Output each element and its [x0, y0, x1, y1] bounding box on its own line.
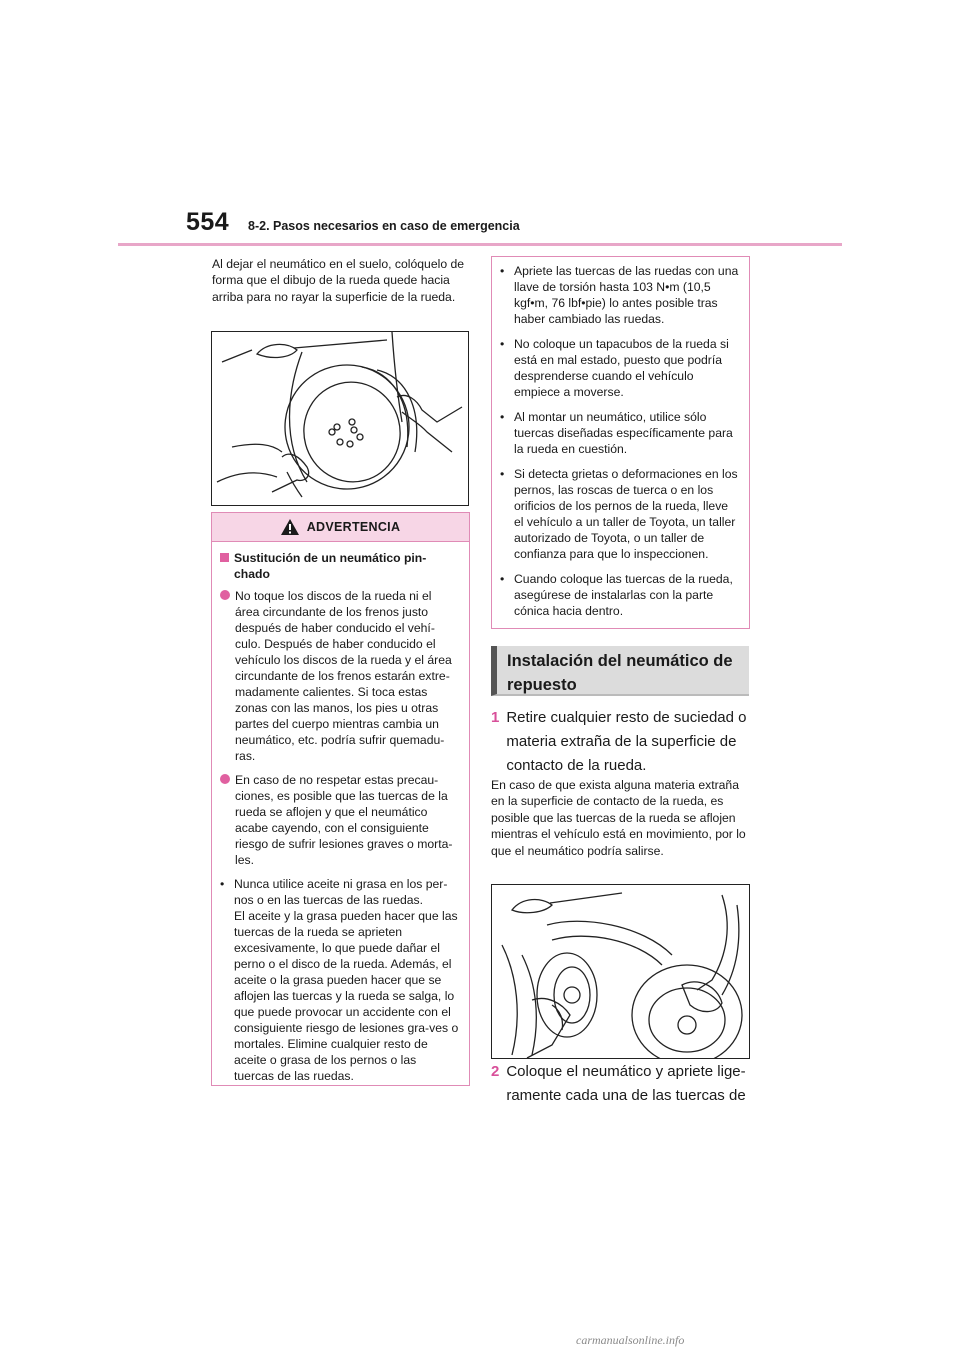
circle-bullet-icon: [220, 590, 230, 600]
list-item: • Si detecta grietas o deformaciones en los pernos, las roscas de tuerca o en los orificios de los pernos de la rueda, lleve el vehículo a un taller de Toyota, un taller autorizado de Toyota, o un taller de confianza para que lo inspeccionen.: [500, 467, 738, 561]
wheel-placement-illustration: [211, 331, 469, 506]
circle-bullet-icon: [220, 774, 230, 784]
square-bullet-icon: [220, 553, 229, 562]
step-text: Coloque el neumático y apriete lige-ramente cada una de las tuercas de: [506, 1063, 746, 1104]
warning-subheading: Sustitución de un neumático pin-chado: [220, 550, 459, 582]
warning-bullet: • Nunca utilice aceite ni grasa en los per-nos o en las tuercas de las ruedas. El aceite y la grasa pueden hacer que las tuercas de la rueda se aprieten excesivamente, lo que puede dañar el perno o el disco de la rueda. Además, el aceite o la grasa pueden hacer que se aflojen las tuercas y la rueda se salga, lo que puede provocar un accidente con el consiguiente riesgo de lesiones gra-ves o mortales. Elimine cualquier resto de aceite o grasa de los pernos o las tuercas de las ruedas.: [220, 877, 459, 1083]
list-item: • Cuando coloque las tuercas de la rueda, asegúrese de instalarlas con la parte cónica hacia dentro.: [500, 572, 733, 618]
step-2: [491, 1060, 753, 1108]
step-text: Retire cualquier resto de suciedad o materia extraña de la superficie de contacto de la rueda.: [506, 709, 747, 774]
warning-point: En caso de no respetar estas precau-ciones, es posible que las tuercas de la rueda se aflojen y que el neumático acabe cayendo, con el consiguiente riesgo de sufrir lesiones graves o morta-les.: [220, 772, 459, 868]
step-number: 2: [491, 1063, 500, 1080]
header-rule: [118, 243, 842, 246]
warning-box: [211, 512, 470, 1086]
section-title: 8-2. Pasos necesarios en caso de emergencia: [248, 219, 520, 233]
warning-triangle-icon: [281, 519, 299, 535]
section-heading: Instalación del neumático de repuesto: [491, 646, 749, 696]
step-1-note: En caso de que exista alguna materia extraña en la superficie de contacto de la rueda, es posible que las tuercas de la rueda se aflojen mientras el vehículo está en movimiento, por lo que el neumático podría salirse.: [491, 778, 746, 858]
warning-header: [212, 513, 469, 542]
warning-point: No toque los discos de la rueda ni el área circundante de los frenos justo después de haber conducido el vehí-culo. Después de haber conducido el vehículo los discos de la rueda y el área circundante de los frenos estarán extre-madamente calientes. Si toca estas zonas con las manos, los pies u otras partes del cuerpo mientras cambia un neumático, etc. podría sufrir quemadu-ras.: [220, 588, 459, 764]
warning-continued-box: [491, 256, 750, 629]
intro-text: Al dejar el neumático en el suelo, colóquelo de forma que el dibujo de la rueda quede hacia arriba para no rayar la superficie de la rueda.: [212, 257, 465, 304]
wheel-cleaning-illustration: [491, 884, 750, 1059]
step-1: [491, 706, 753, 778]
watermark: carmanualsonline.info: [576, 1333, 685, 1347]
page-number: 554: [186, 208, 230, 236]
list-item: • No coloque un tapacubos de la rueda si está en mal estado, puesto que podría desprenderse cuando el vehículo empiece a moverse.: [500, 337, 729, 399]
step-number: 1: [491, 709, 500, 726]
list-item: • Apriete las tuercas de las ruedas con una llave de torsión hasta 103 N•m (10,5 kgf•m, 76 lbf•pie) lo antes posible tras haber cambiado las ruedas.: [500, 264, 739, 326]
warning-title: ADVERTENCIA: [306, 520, 401, 534]
list-item: • Al montar un neumático, utilice sólo tuercas diseñadas específicamente para la rueda en cuestión.: [500, 410, 733, 456]
